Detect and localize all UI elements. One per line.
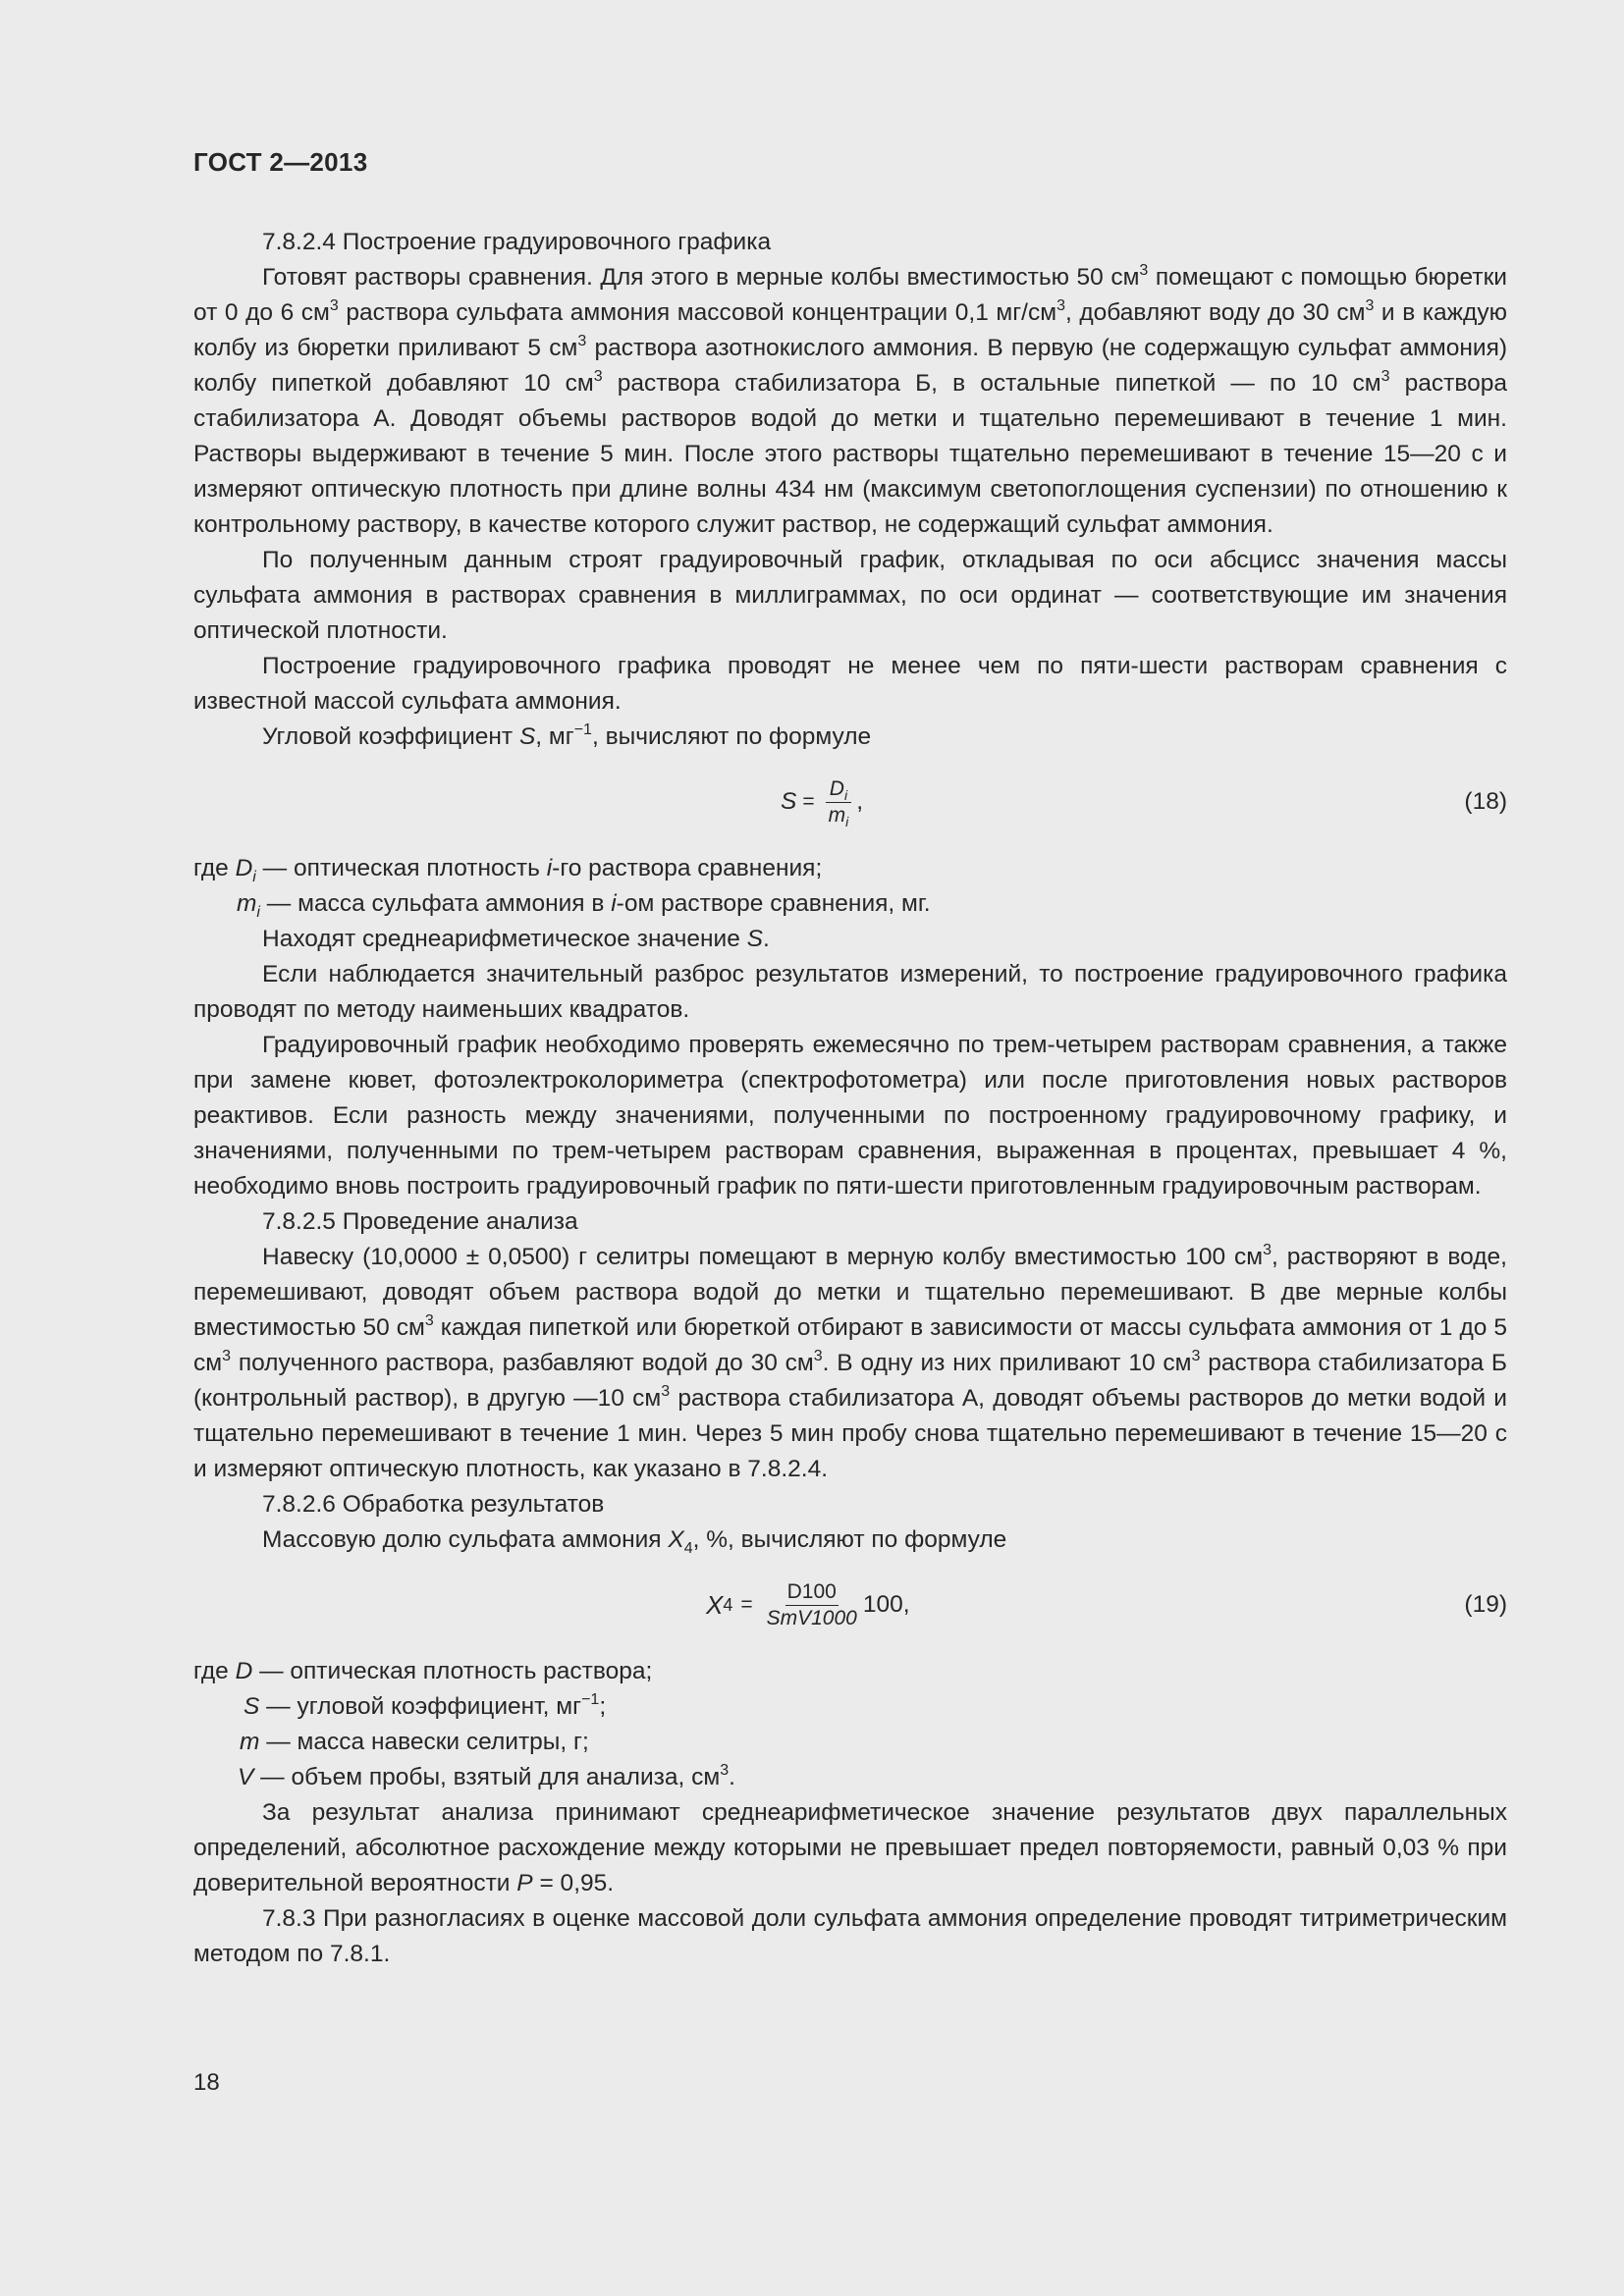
where-item: m — масса навески селитры, г;: [240, 1729, 589, 1755]
paragraph: Навеску (10,0000 ± 0,0500) г селитры помещают в мерную колбу вместимостью 100 $см^3$, растворяют в воде, перемешивают, доводят объем раствора водой до метки и тщательно перемешивают. В две мерные колбы вместимостью 50 $см^3$ каждая пипеткой или бюреткой отбирают в зависимости от массы сульфата аммония от 1 до 5 $см^3$ полученного раствора, разбавляют водой до 30 $см^3$. В одну из них приливают 10 $см^3$ раствора стабилизатора Б (контрольный раствор), в другую —10 $см^3$ раствора стабилизатора А, доводят объемы растворов до метки водой и тщательно перемешивают в течение 1 мин. Через 5 мин пробу снова тщательно перемешивают в течение 15—20 с и измеряют оптическую плотность, как указано в 7.8.2.4.: [193, 1242, 1507, 1482]
paragraph: За результат анализа принимают среднеарифметическое значение результатов двух параллельных определений, абсолютное расхождение между которыми не превышает предел повторяемости, равный 0,03 % при доверительной вероятности P = 0,95.: [193, 1799, 1507, 1896]
section-7-8-3: 7.8.3 При разногласиях в оценке массовой доли сульфата аммония определение проводят титриметрическим методом по 7.8.1.: [193, 1905, 1507, 1967]
formula-18: S = $\frac{D_i}{m_i}$ , (18): [193, 763, 1507, 841]
page-number: 18: [193, 2069, 220, 2096]
section-title-7824: 7.8.2.4 Построение градуировочного графика: [262, 229, 772, 255]
paragraph: Угловой коэффициент S, $мг^{-1}$, вычисляют по формуле: [262, 721, 872, 750]
formula-19: X 4 = $\frac{D100}{\text{SmV1000}}$ 100, (19): [193, 1566, 1507, 1644]
where-item: $m_i$ — масса сульфата аммония в i-ом растворе сравнения, мг.: [237, 890, 931, 921]
paragraph: Массовую долю сульфата аммония $X_4$, %, вычисляют по формуле: [262, 1526, 1007, 1557]
formula-number: (18): [1464, 788, 1507, 815]
paragraph: Построение градуировочного графика проводят не менее чем по пяти-шести растворам сравнения с известной массой сульфата аммония.: [193, 653, 1507, 715]
where-list-19: [193, 1654, 1507, 1795]
paragraph: Если наблюдается значительный разброс результатов измерений, то построение градуировочного графика проводят по методу наименьших квадратов.: [193, 961, 1507, 1023]
where-item: V — объем пробы, взятый для анализа, $см^3$.: [238, 1762, 735, 1790]
where-item: S — угловой коэффициент, $мг^{-1}$;: [244, 1691, 607, 1720]
formula-number: (19): [1464, 1591, 1507, 1618]
paragraph: Градуировочный график необходимо проверять ежемесячно по трем-четырем растворам сравнения, а также при замене кювет, фотоэлектроколориметра (спектрофотометра) или после приготовления новых растворов реактивов. Если разность между значениями, полученными по построенному градуировочному графику, и значениями, полученными по трем-четырем растворам сравнения, выраженная в процентах, превышает 4 %, необходимо вновь построить градуировочный график по пяти-шести приготовленным градуировочным растворам.: [193, 1032, 1507, 1200]
document-header: ГОСТ 2—2013: [193, 147, 368, 177]
where-list-18: [193, 851, 1507, 922]
where-item: где $D_i$ — оптическая плотность i-го раствора сравнения;: [193, 855, 823, 885]
document-body: [193, 225, 1507, 1972]
fraction: $\frac{D_i}{m_i}$: [825, 776, 853, 828]
where-item: где D — оптическая плотность раствора;: [193, 1658, 653, 1684]
section-title-7825: 7.8.2.5 Проведение анализа: [262, 1208, 578, 1235]
section-title-7826: 7.8.2.6 Обработка результатов: [262, 1491, 605, 1518]
fraction: $\frac{D100}{\text{SmV1000}}$: [766, 1579, 857, 1629]
paragraph: Находят среднеарифметическое значение S.: [262, 926, 770, 952]
paragraph: Готовят растворы сравнения. Для этого в мерные колбы вместимостью 50 $см^3$ помещают с помощью бюретки от 0 до 6 $см^3$ раствора сульфата аммония массовой концентрации 0,1 $мг/см^3$, добавляют воду до 30 $см^3$ и в каждую колбу из бюретки приливают 5 $см^3$ раствора азотнокислого аммония. В первую (не содержащую сульфат аммония) колбу пипеткой добавляют 10 $см^3$ раствора стабилизатора Б, в остальные пипеткой — по 10 $см^3$ раствора стабилизатора А. Доводят объемы растворов водой до метки и тщательно перемешивают в течение 1 мин. Растворы выдерживают в течение 5 мин. После этого растворы тщательно перемешивают в течение 15—20 с и измеряют оптическую плотность при длине волны 434 нм (максимум светопоглощения суспензии) по отношению к контрольному раствору, в качестве которого служит раствор, не содержащий сульфат аммония.: [193, 262, 1508, 538]
paragraph: По полученным данным строят градуировочный график, откладывая по оси абсцисс значения массы сульфата аммония в растворах сравнения в миллиграммах, по оси ординат — соответствующие им значения оптической плотности.: [193, 547, 1507, 644]
